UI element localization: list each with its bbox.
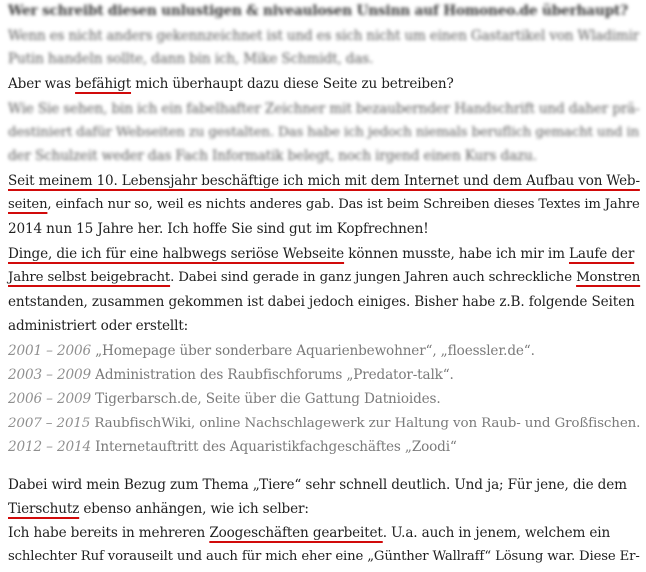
list-years: 2003 – 2009 <box>8 367 91 383</box>
question-text-a: Aber was <box>8 76 76 92</box>
paragraph-line: entstanden, zusammen gekommen ist dabei jedoch einiges. Bisher habe z.B. folgende Seiten <box>8 294 635 310</box>
underlined-phrase: Laufe der <box>568 246 635 262</box>
list-item <box>8 343 535 359</box>
underlined-phrase: Monstren <box>576 270 641 285</box>
paragraph-text: . U.a. auch in jenem, welchem ein <box>382 525 611 541</box>
paragraph-line: schlechter Ruf vorauseilt und auch für mich eher eine „Günther Wallraff“ Lösung war. Diese Er- <box>8 549 640 564</box>
paragraph-line <box>8 270 640 285</box>
list-years: 2001 – 2006 <box>8 343 91 359</box>
underlined-phrase: seiten <box>8 197 48 212</box>
underlined-phrase: Zoogeschäften gearbeitet <box>209 525 383 541</box>
intro-line-2: Putin handeln sollte, dann bin ich, Mike Schmidt, das. <box>8 51 374 67</box>
list-item <box>8 439 457 455</box>
paragraph-text: Ich habe bereits in mehreren <box>8 525 210 541</box>
heading: Wer schreibt diesen unlustigen & niveaulosen Unsinn auf Homoneo.de überhaupt? <box>8 3 629 19</box>
paragraph-text: , einfach nur so, weil es nichts anderes gab. Das ist beim Schreiben dieses Textes im Jahre <box>47 197 640 212</box>
paragraph-line: Dabei wird mein Bezug zum Thema „Tiere“ sehr schnell deutlich. Und ja; Für jene, die dem <box>8 477 627 493</box>
list-text: „Homepage über sonderbare Aquarienbewohner“, „floessler.de“. <box>95 343 535 359</box>
underlined-phrase: Tierschutz <box>8 501 80 517</box>
question-line <box>8 76 454 92</box>
underlined-phrase: Seit meinem 10. Lebensjahr beschäftige ich mich mit dem Internet und dem Aufbau von Web- <box>8 173 640 189</box>
list-text: Tigerbarsch.de, Seite über die Gattung Datnioides. <box>95 391 441 407</box>
list-item <box>8 415 640 431</box>
list-years: 2012 – 2014 <box>8 439 91 455</box>
paragraph-line: 2014 nun 15 Jahre her. Ich hoffe Sie sind gut im Kopfrechnen! <box>8 221 429 237</box>
list-item <box>8 367 454 383</box>
underlined-phrase: Jahre selbst beigebracht <box>8 270 171 285</box>
list-text: Administration des Raubfischforums „Predator-talk“. <box>95 367 454 383</box>
list-text: Internetauftritt des Aquaristikfachgeschäftes „Zoodi“ <box>95 439 457 455</box>
blurred-line-3: der Schulzeit weder das Fach Informatik belegt, noch irgend einen Kurs dazu. <box>8 148 537 164</box>
intro-line-1: Wenn es nicht anders gekennzeichnet ist und es sich nicht um einen Gastartikel von Wladimir <box>8 28 640 44</box>
blurred-line-1: Wie Sie sehen, bin ich ein fabelhafter Zeichner mit bezaubernder Handschrift und daher prä- <box>8 101 640 117</box>
question-text-b: mich überhaupt dazu diese Seite zu betreiben? <box>131 76 454 92</box>
underlined-phrase: befähigt <box>75 76 132 92</box>
paragraph-line <box>8 501 309 517</box>
paragraph-line <box>8 525 610 541</box>
list-text: RaubfischWiki, online Nachschlagewerk zur Haltung von Raub- und Großfischen. <box>94 415 641 431</box>
paragraph-text: können musste, habe ich mir im <box>344 246 569 262</box>
underlined-phrase: Dinge, die ich für eine halbwegs seriöse Webseite <box>8 246 345 262</box>
paragraph-line <box>8 197 640 212</box>
list-years: 2006 – 2009 <box>8 391 91 407</box>
paragraph-text: ebenso anhängen, wie ich selber: <box>79 501 309 517</box>
paragraph-line: administriert oder erstellt: <box>8 318 189 334</box>
blurred-line-2: destiniert dafür Webseiten zu gestalten. Das habe ich jedoch niemals beruflich gemacht und in <box>8 125 640 140</box>
list-item <box>8 391 441 407</box>
list-years: 2007 – 2015 <box>8 415 91 431</box>
paragraph-text: . Dabei sind gerade in ganz jungen Jahren auch schreckliche <box>170 270 577 285</box>
paragraph-line <box>8 246 634 262</box>
paragraph-line <box>8 173 640 189</box>
